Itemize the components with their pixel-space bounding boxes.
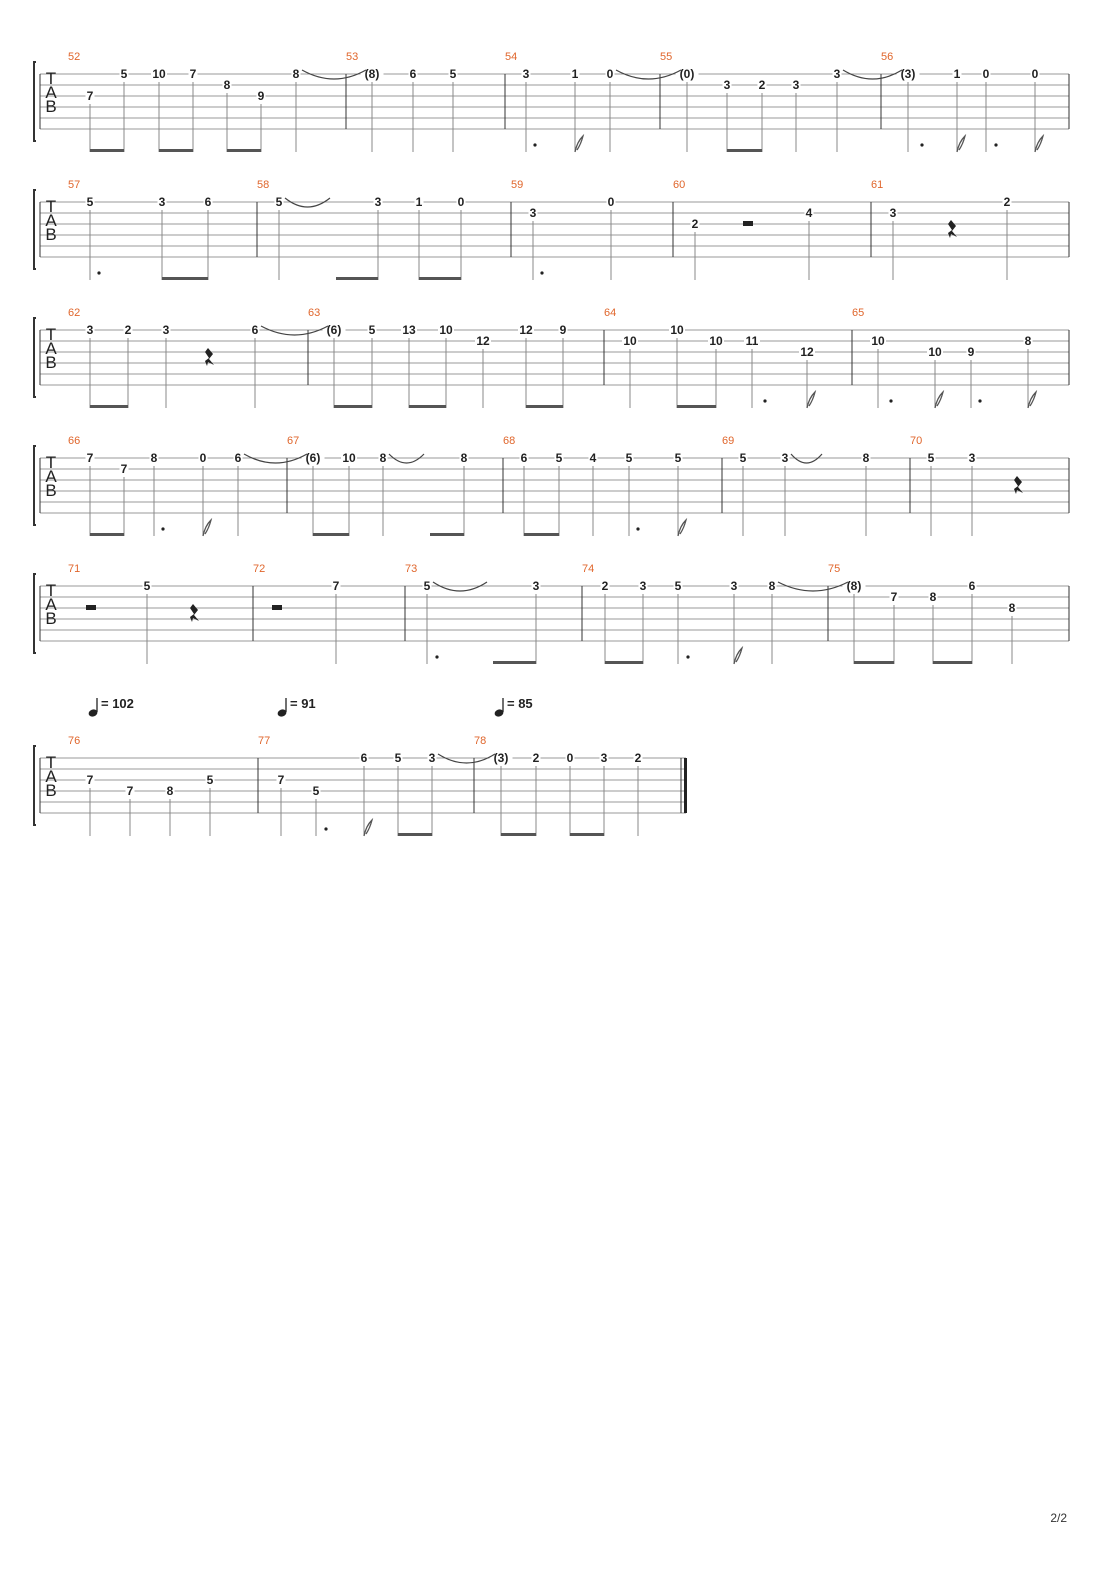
measure-number: 62	[68, 307, 81, 319]
beam	[227, 149, 261, 152]
fret-number: 5	[555, 451, 563, 465]
fret-number: 6	[360, 751, 368, 765]
fret-number: 8	[292, 67, 300, 81]
fret-number: 5	[368, 323, 376, 337]
fret-number: 7	[332, 579, 340, 593]
fret-number: 3	[889, 206, 897, 220]
fret-number: 6	[520, 451, 528, 465]
fret-number: 3	[730, 579, 738, 593]
measure-number: 68	[503, 435, 516, 447]
fret-number: 8	[223, 78, 231, 92]
tempo-mark: = 91	[290, 696, 316, 711]
fret-number: 8	[768, 579, 776, 593]
fret-number: 1	[571, 67, 579, 81]
beam	[526, 405, 563, 408]
fret-number: 3	[158, 195, 166, 209]
measure-number: 70	[910, 435, 923, 447]
fret-number: (8)	[364, 67, 380, 81]
dot	[161, 527, 164, 530]
fret-number: 3	[86, 323, 94, 337]
dot	[636, 527, 639, 530]
fret-number: 6	[968, 579, 976, 593]
fret-number: (8)	[846, 579, 862, 593]
fret-number: 9	[257, 89, 265, 103]
fret-number: 3	[529, 206, 537, 220]
measure-number: 60	[673, 179, 686, 191]
fret-number: 5	[120, 67, 128, 81]
fret-number: 5	[423, 579, 431, 593]
system-bracket	[34, 190, 36, 269]
fret-number: 10	[709, 334, 723, 348]
fret-number: 4	[589, 451, 597, 465]
fret-number: 8	[379, 451, 387, 465]
fret-number: 8	[166, 784, 174, 798]
final-barline-thick	[684, 758, 687, 813]
fret-number: 11	[745, 334, 759, 348]
eighth-flag	[203, 520, 211, 536]
tab-clef-letter: A	[45, 767, 57, 786]
fret-number: (0)	[679, 67, 695, 81]
measure-number: 61	[871, 179, 884, 191]
measure-number: 74	[582, 563, 595, 575]
fret-number: 1	[953, 67, 961, 81]
fret-number: 3	[162, 323, 170, 337]
beam	[854, 661, 894, 664]
eighth-flag	[364, 820, 372, 836]
half-rest	[86, 605, 96, 610]
tab-clef-letter: B	[45, 609, 57, 628]
beam	[159, 149, 193, 152]
tab-clef-letter: T	[45, 197, 57, 216]
fret-number: 5	[674, 451, 682, 465]
fret-number: 8	[460, 451, 468, 465]
fret-number: 7	[120, 462, 128, 476]
fret-number: 0	[199, 451, 207, 465]
fret-number: 1	[415, 195, 423, 209]
fret-number: 5	[927, 451, 935, 465]
dot	[920, 143, 923, 146]
fret-number: 10	[871, 334, 885, 348]
fret-number: 7	[890, 590, 898, 604]
measure-number: 67	[287, 435, 300, 447]
beam	[933, 661, 972, 664]
measure-number: 58	[257, 179, 270, 191]
fret-number: 10	[342, 451, 356, 465]
fret-number: 0	[1031, 67, 1039, 81]
fret-number: 0	[982, 67, 990, 81]
beam	[313, 533, 349, 536]
fret-number: 10	[670, 323, 684, 337]
beam	[493, 661, 536, 664]
tab-clef-letter: T	[45, 753, 57, 772]
fret-number: (3)	[900, 67, 916, 81]
measure-number: 78	[474, 735, 487, 747]
tab-clef-letter: B	[45, 97, 57, 116]
measure-number: 69	[722, 435, 735, 447]
fret-number: 0	[566, 751, 574, 765]
eighth-flag	[575, 136, 583, 152]
dot	[97, 271, 100, 274]
beam	[90, 149, 124, 152]
fret-number: 8	[150, 451, 158, 465]
fret-number: (6)	[305, 451, 321, 465]
fret-number: 13	[402, 323, 416, 337]
beam	[334, 405, 372, 408]
beam	[336, 277, 378, 280]
measure-number: 64	[604, 307, 617, 319]
tab-clef-letter: A	[45, 467, 57, 486]
fret-number: 2	[532, 751, 540, 765]
fret-number: 9	[967, 345, 975, 359]
tab-clef-letter: A	[45, 83, 57, 102]
fret-number: 10	[439, 323, 453, 337]
fret-number: 8	[862, 451, 870, 465]
fret-number: 2	[758, 78, 766, 92]
tab-clef-letter: B	[45, 225, 57, 244]
fret-number: 5	[143, 579, 151, 593]
dot	[686, 655, 689, 658]
fret-number: 5	[739, 451, 747, 465]
fret-number: 3	[522, 67, 530, 81]
fret-number: 9	[559, 323, 567, 337]
measure-number: 63	[308, 307, 321, 319]
system-bracket	[34, 574, 36, 653]
fret-number: 12	[800, 345, 814, 359]
fret-number: (6)	[326, 323, 342, 337]
eighth-flag	[678, 520, 686, 536]
measure-number: 53	[346, 51, 359, 63]
fret-number: 2	[634, 751, 642, 765]
beam	[430, 533, 464, 536]
dot	[540, 271, 543, 274]
measure-number: 75	[828, 563, 841, 575]
fret-number: 3	[723, 78, 731, 92]
beam	[570, 833, 604, 836]
dot	[763, 399, 766, 402]
fret-number: 3	[374, 195, 382, 209]
measure-number: 71	[68, 563, 81, 575]
fret-number: 7	[86, 89, 94, 103]
fret-number: 6	[251, 323, 259, 337]
measure-number: 54	[505, 51, 518, 63]
beam	[409, 405, 446, 408]
fret-number: 5	[275, 195, 283, 209]
fret-number: 2	[1003, 195, 1011, 209]
dot	[324, 827, 327, 830]
fret-number: 5	[206, 773, 214, 787]
measure-number: 52	[68, 51, 81, 63]
fret-number: 2	[601, 579, 609, 593]
tab-clef-letter: T	[45, 325, 57, 344]
fret-number: 4	[805, 206, 813, 220]
eighth-flag	[1035, 136, 1043, 152]
tab-clef-letter: T	[45, 581, 57, 600]
dot	[994, 143, 997, 146]
fret-number: 6	[204, 195, 212, 209]
dot	[889, 399, 892, 402]
fret-number: 3	[833, 67, 841, 81]
measure-number: 57	[68, 179, 81, 191]
fret-number: 5	[625, 451, 633, 465]
fret-number: 3	[792, 78, 800, 92]
fret-number: 6	[234, 451, 242, 465]
tempo-mark: = 102	[101, 696, 134, 711]
fret-number: 10	[152, 67, 166, 81]
eighth-flag	[807, 392, 815, 408]
tempo-mark: = 85	[507, 696, 533, 711]
fret-number: 5	[674, 579, 682, 593]
system-bracket	[34, 318, 36, 397]
eighth-flag	[935, 392, 943, 408]
fret-number: 3	[428, 751, 436, 765]
system-bracket	[34, 746, 36, 825]
fret-number: 7	[126, 784, 134, 798]
fret-number: 12	[519, 323, 533, 337]
measure-number: 56	[881, 51, 894, 63]
fret-number: 3	[968, 451, 976, 465]
fret-number: 0	[606, 67, 614, 81]
beam	[162, 277, 208, 280]
fret-number: 7	[277, 773, 285, 787]
measure-number: 72	[253, 563, 266, 575]
tab-clef-letter: A	[45, 211, 57, 230]
fret-number: 5	[449, 67, 457, 81]
system-bracket	[34, 446, 36, 525]
measure-number: 66	[68, 435, 81, 447]
tab-clef-letter: T	[45, 69, 57, 88]
beam	[605, 661, 643, 664]
measure-number: 55	[660, 51, 673, 63]
fret-number: 5	[312, 784, 320, 798]
measure-number: 65	[852, 307, 865, 319]
measure-number: 59	[511, 179, 524, 191]
eighth-flag	[1028, 392, 1036, 408]
beam	[501, 833, 536, 836]
fret-number: 7	[86, 773, 94, 787]
fret-number: 10	[928, 345, 942, 359]
half-rest	[272, 605, 282, 610]
fret-number: 3	[639, 579, 647, 593]
fret-number: 2	[691, 217, 699, 231]
tab-clef-letter: T	[45, 453, 57, 472]
fret-number: 2	[124, 323, 132, 337]
eighth-flag	[957, 136, 965, 152]
fret-number: 5	[86, 195, 94, 209]
beam	[524, 533, 559, 536]
fret-number: 3	[600, 751, 608, 765]
measure-number: 77	[258, 735, 271, 747]
fret-number: 0	[607, 195, 615, 209]
half-rest	[743, 221, 753, 226]
beam	[90, 533, 124, 536]
eighth-flag	[734, 648, 742, 664]
beam	[727, 149, 762, 152]
fret-number: 7	[189, 67, 197, 81]
fret-number: 0	[457, 195, 465, 209]
fret-number: 7	[86, 451, 94, 465]
tab-clef-letter: B	[45, 781, 57, 800]
measure-number: 73	[405, 563, 418, 575]
fret-number: 12	[476, 334, 490, 348]
fret-number: 8	[929, 590, 937, 604]
tab-clef-letter: A	[45, 595, 57, 614]
dot	[533, 143, 536, 146]
beam	[398, 833, 432, 836]
beam	[90, 405, 128, 408]
fret-number: (3)	[493, 751, 509, 765]
beam	[677, 405, 716, 408]
fret-number: 10	[623, 334, 637, 348]
tab-clef-letter: B	[45, 353, 57, 372]
fret-number: 8	[1008, 601, 1016, 615]
tab-clef-letter: B	[45, 481, 57, 500]
fret-number: 3	[532, 579, 540, 593]
fret-number: 8	[1024, 334, 1032, 348]
fret-number: 5	[394, 751, 402, 765]
system-bracket	[34, 62, 36, 141]
fret-number: 6	[409, 67, 417, 81]
measure-number: 76	[68, 735, 81, 747]
page-number: 2/2	[1050, 1511, 1067, 1525]
fret-number: 3	[781, 451, 789, 465]
beam	[419, 277, 461, 280]
tab-clef-letter: A	[45, 339, 57, 358]
dot	[978, 399, 981, 402]
dot	[435, 655, 438, 658]
